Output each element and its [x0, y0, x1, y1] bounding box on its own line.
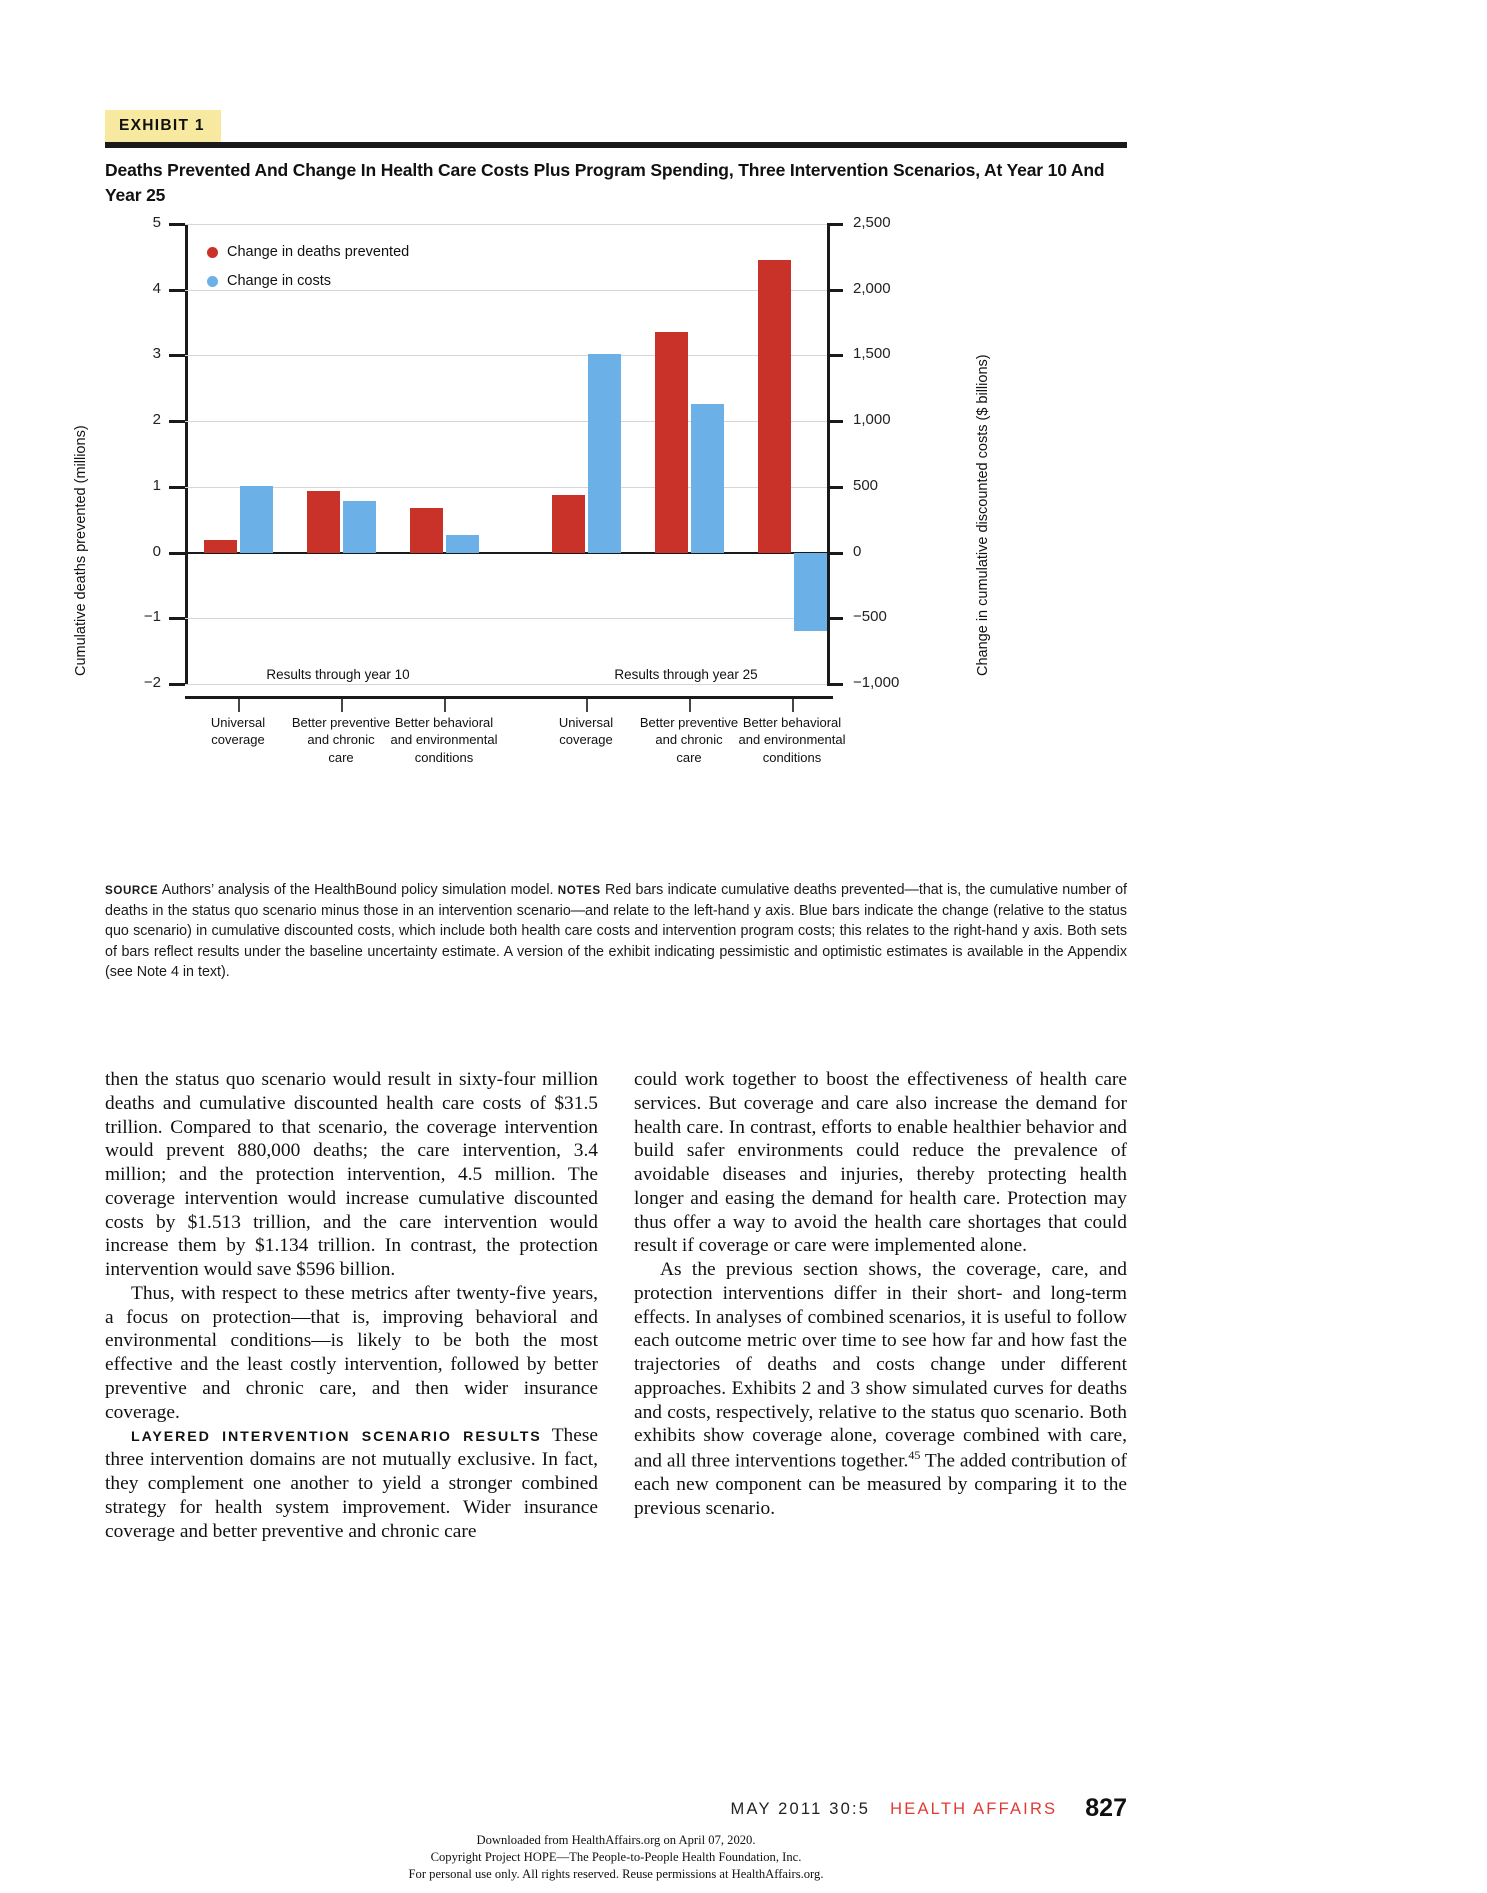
exhibit-title: Deaths Prevented And Change In Health Care Costs Plus Program Spending, Three Intervention Scenarios, At Year 10 And Year 25: [105, 160, 1105, 205]
chart-bar: [307, 491, 340, 553]
chart-bar: [410, 508, 443, 553]
body-paragraph: could work together to boost the effectiveness of health care services. But coverage and care also increase the demand for health care. In contrast, efforts to enable healthier behavior and build safer environments could reduce the prevalence of avoidable diseases and injuries, thereby protecting health longer and easing the demand for health care. Protection may thus offer a way to avoid the health care shortages that could result if coverage or care were implemented alone.: [634, 1069, 1127, 1257]
chart-bar: [655, 332, 688, 552]
x-category-line: and environmental: [738, 732, 846, 748]
chart-bar: [588, 354, 621, 553]
legend-item: [207, 244, 409, 260]
right-tick-label: −1,000: [853, 674, 900, 691]
chart-bar: [240, 486, 273, 552]
left-tick-label: −1: [143, 608, 161, 626]
x-category-label: [717, 714, 867, 766]
legend-label: Change in deaths prevented: [227, 244, 410, 260]
download-notice-line: Copyright Project HOPE—The People-to-People Health Foundation, Inc.: [430, 1850, 802, 1864]
axis-tick: [827, 420, 843, 423]
x-axis-tick: [792, 699, 794, 712]
body-paragraph: then the status quo scenario would result in sixty-four million deaths and cumulative discounted health care costs of $31.5 trillion. Compared to that scenario, the coverage intervention would prevent 880,000 deaths; the care intervention, 3.4 million; and the protection intervention, 4.5 million. The coverage intervention would increase cumulative discounted costs by $1.513 trillion, and the care intervention would increase them by $1.134 trillion. In contrast, the protection intervention would save $596 billion.: [105, 1069, 598, 1281]
issue-label: MAY 2011 30:5: [730, 1800, 871, 1818]
x-axis-tick: [341, 699, 343, 712]
chart-bar: [343, 501, 376, 552]
x-category-line: care: [328, 749, 354, 765]
right-tick-label: 2,500: [853, 214, 891, 231]
download-notice: [105, 1832, 1127, 1883]
x-category-line: care: [676, 749, 702, 765]
source-text: Authors’ analysis of the HealthBound policy simulation model.: [161, 882, 554, 898]
x-category-line: coverage: [559, 732, 613, 748]
axis-tick: [169, 617, 185, 620]
legend-item: [207, 273, 409, 289]
right-tick-label: 1,000: [853, 411, 891, 429]
body-column-right: [634, 1068, 1127, 1521]
chart-bar: [204, 540, 237, 552]
left-tick-label: 3: [152, 345, 161, 363]
x-category-line: conditions: [414, 749, 474, 765]
x-category-line: and environmental: [390, 732, 498, 748]
body-paragraph-tail: The added contribution of each new component can be measured by comparing it to the previous scenario.: [634, 1450, 1127, 1520]
source-label: SOURCE: [105, 884, 159, 897]
axis-tick: [169, 289, 185, 292]
exhibit-tag: EXHIBIT 1: [105, 110, 221, 142]
section-body: These three intervention domains are not mutually exclusive. In fact, they complement one another to yield a stronger combined strategy for health system improvement. Wider insurance coverage and better preventive and chronic care: [105, 1425, 599, 1542]
axis-tick: [827, 552, 843, 555]
x-category-line: coverage: [211, 732, 265, 748]
left-tick-label: 1: [152, 476, 161, 494]
right-tick-label: −500: [853, 608, 887, 626]
x-axis-tick: [238, 699, 240, 712]
left-tick-label: 2: [152, 411, 161, 429]
journal-brand: HEALTH AFFAIRS: [890, 1800, 1058, 1818]
right-axis-line: [827, 224, 830, 684]
axis-tick: [169, 420, 185, 423]
body-paragraph: Thus, with respect to these metrics after twenty-five years, a focus on protection—that is, improving behavioral and environmental conditions—is likely to be both the most effective and the least costly intervention, followed by better preventive and chronic care, and then wider insurance coverage.: [105, 1282, 598, 1423]
axis-tick: [827, 617, 843, 620]
x-category-line: Better preventive: [639, 715, 739, 730]
left-tick-label: 5: [152, 214, 161, 231]
chart-bar: [552, 495, 585, 553]
body-paragraph-text: As the previous section shows, the coverage, care, and protection interventions differ in their short- and long-term effects. In analyses of combined scenarios, it is useful to follow each outcome metric over time to see how far and how fast the trajectories of deaths and costs change under different approaches. Exhibits 2 and 3 show simulated curves for deaths and costs, respectively, relative to the status quo scenario. Both exhibits show coverage alone, coverage combined with care, and all three interventions together.: [634, 1259, 1127, 1472]
x-category-line: conditions: [762, 749, 822, 765]
page-number: 827: [1085, 1794, 1127, 1822]
axis-tick: [169, 552, 185, 555]
axis-tick: [827, 223, 843, 226]
chart-group-label: Results through year 25: [614, 666, 758, 682]
x-category-line: and chronic: [307, 732, 375, 748]
legend-swatch: [207, 276, 218, 287]
chart-bar: [758, 260, 791, 552]
x-category-line: and chronic: [655, 732, 723, 748]
download-notice-line: Downloaded from HealthAffairs.org on April 07, 2020.: [476, 1833, 756, 1847]
footnote-marker[interactable]: 45: [908, 1448, 921, 1463]
right-axis-title: Change in cumulative discounted costs ($ billions): [975, 354, 991, 676]
axis-tick: [169, 486, 185, 489]
section-heading: LAYERED INTERVENTION SCENARIO RESULTS: [131, 1429, 542, 1446]
chart-legend: [207, 244, 409, 302]
x-category-line: Universal: [558, 715, 614, 730]
axis-tick: [827, 289, 843, 292]
gridline: [185, 684, 830, 685]
x-axis-tick: [586, 699, 588, 712]
chart-bar: [794, 553, 827, 631]
x-axis-tick: [444, 699, 446, 712]
axis-tick: [827, 354, 843, 357]
chart-bar: [691, 404, 724, 553]
axis-tick: [827, 683, 843, 686]
notes-text: Red bars indicate cumulative deaths prevented—that is, the cumulative number of deaths in the status quo scenario minus those in an intervention scenario—and relate to the left-hand y axis. Blue bars indicate the change (relative to the status quo scenario) in cumulative discounted costs, which include both health care costs and intervention program costs; this relates to the right-hand y axis. Both sets of bars reflect results under the baseline uncertainty estimate. A version of the exhibit indicating pessimistic and optimistic estimates is available in the Appendix (see Note 4 in text).: [105, 882, 1127, 981]
left-tick-label: 0: [152, 542, 161, 560]
x-category-label: [369, 714, 519, 766]
legend-swatch: [207, 247, 218, 258]
left-tick-label: 4: [152, 279, 161, 297]
exhibit-rule: [105, 142, 1127, 148]
left-tick-label: −2: [143, 674, 161, 691]
x-axis-tick: [689, 699, 691, 712]
axis-tick: [827, 486, 843, 489]
body-paragraph-section: [105, 1424, 598, 1543]
x-category-line: Better preventive: [291, 715, 391, 730]
right-tick-label: 500: [853, 476, 879, 494]
x-category-line: Better behavioral: [394, 715, 494, 730]
exhibit-notes: [105, 880, 1127, 983]
body-column-left: [105, 1068, 598, 1543]
axis-tick: [169, 683, 185, 686]
download-notice-line: For personal use only. All rights reserved. Reuse permissions at HealthAffairs.org.: [408, 1867, 824, 1881]
page-folio: [105, 1792, 1127, 1826]
axis-tick: [169, 354, 185, 357]
exhibit-chart: [73, 212, 1135, 822]
right-tick-label: 0: [853, 542, 862, 560]
body-paragraph: [634, 1258, 1127, 1521]
x-category-line: Better behavioral: [742, 715, 842, 730]
left-axis-title: Cumulative deaths prevented (millions): [73, 425, 89, 676]
right-tick-label: 1,500: [853, 345, 891, 363]
axis-tick: [169, 223, 185, 226]
x-axis-line: [185, 696, 833, 699]
x-category-line: Universal: [210, 715, 266, 730]
notes-label: NOTES: [557, 884, 601, 897]
chart-group-label: Results through year 10: [266, 666, 410, 682]
chart-plot-area: [73, 214, 991, 691]
chart-bar: [446, 535, 479, 552]
right-tick-label: 2,000: [853, 279, 891, 297]
legend-label: Change in costs: [227, 273, 331, 289]
